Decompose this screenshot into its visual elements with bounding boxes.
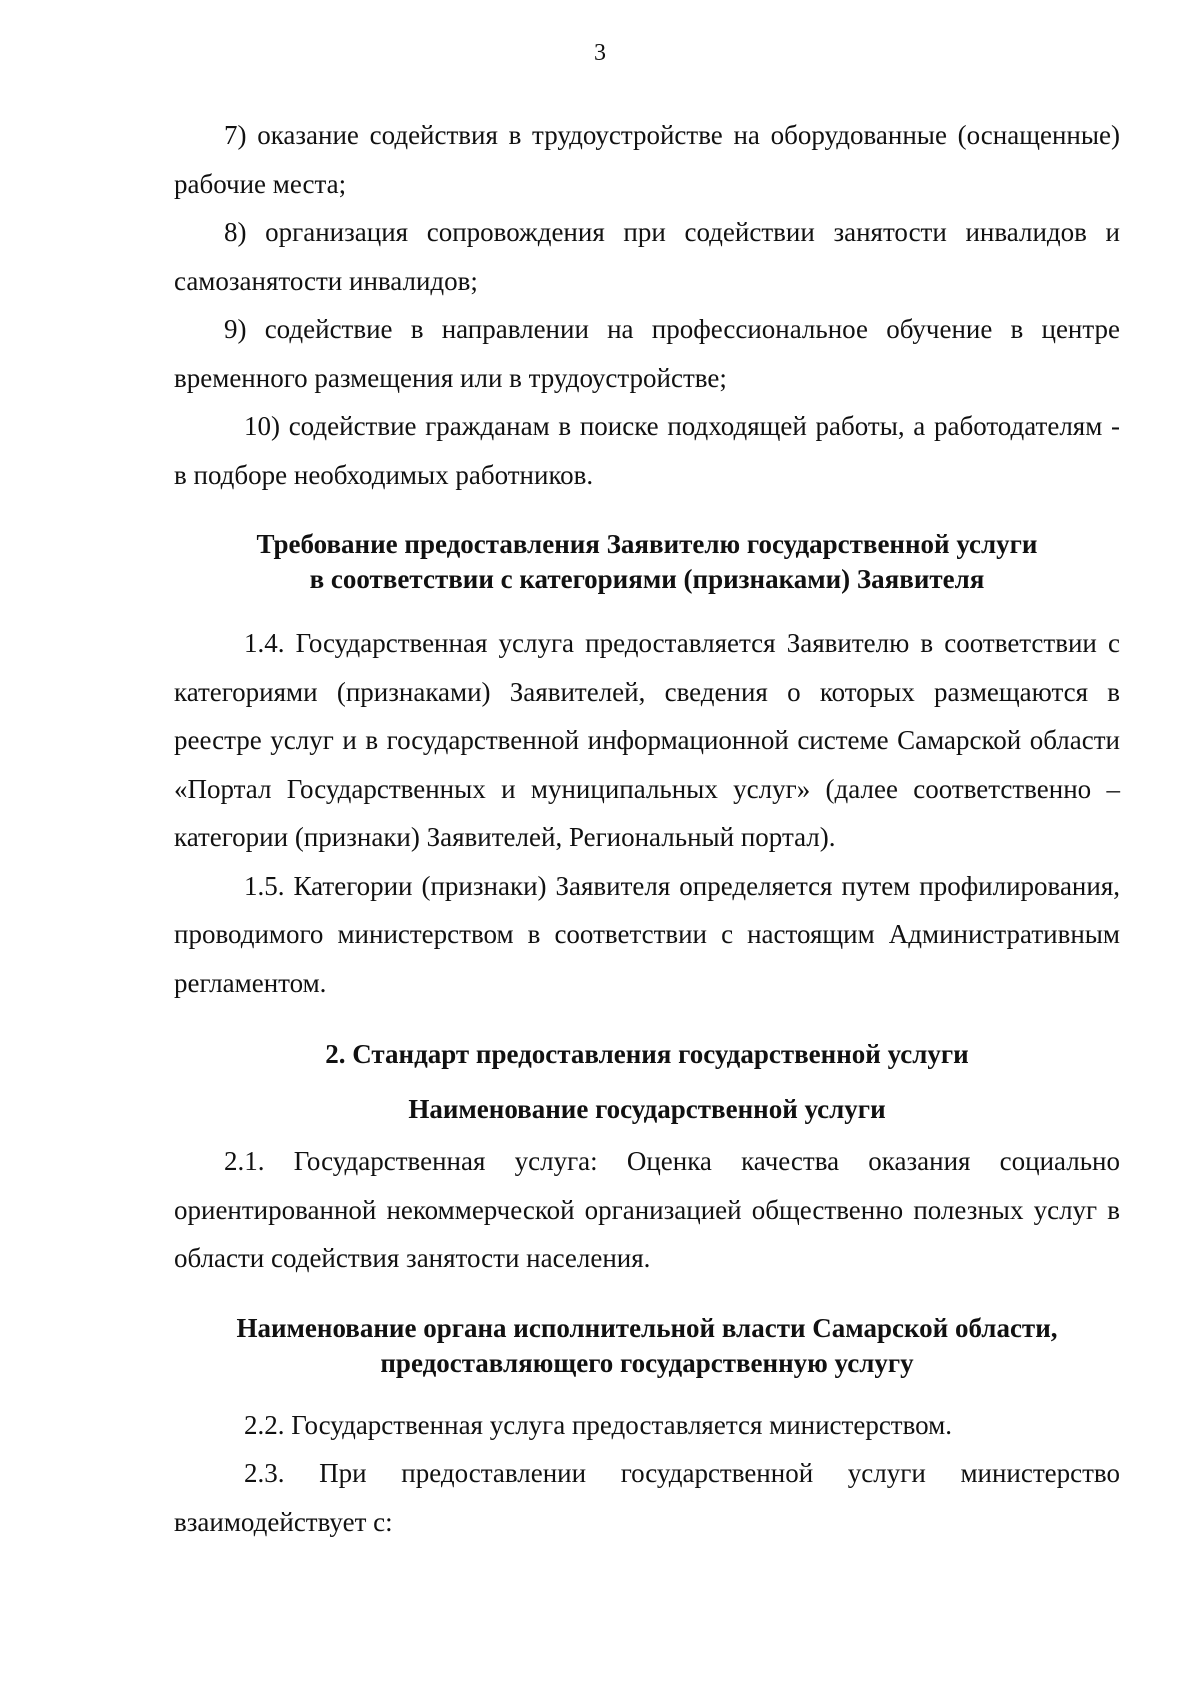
- list-item-9: 9) содействие в направлении на профессиональное обучение в центре временного размещения или в трудоустройстве;: [174, 314, 1120, 393]
- page-number: 3: [594, 40, 606, 66]
- list-item-10: 10) содействие гражданам в поиске подходящей работы, а работодателям - в подборе необходимых работников.: [174, 411, 1120, 490]
- heading-authority: [174, 1311, 1120, 1381]
- list-item-8: 8) организация сопровождения при содействии занятости инвалидов и самозанятости инвалидов;: [174, 217, 1120, 296]
- heading-authority-line1: Наименование органа исполнительной власти Самарской области,: [236, 1312, 1058, 1343]
- list-item-7: 7) оказание содействия в трудоустройстве на оборудованные (оснащенные) рабочие места;: [174, 120, 1120, 199]
- heading-requirement-line1: Требование предоставления Заявителю государственной услуги: [256, 529, 1038, 559]
- paragraph-2-1: 2.1. Государственная услуга: Оценка качества оказания социально ориентированной некоммерческой организацией общественно полезных услуг в области содействия занятости населения.: [174, 1146, 1120, 1273]
- paragraph-2-3: 2.3. При предоставлении государственной услуги министерство взаимодействует с:: [174, 1458, 1120, 1537]
- heading-authority-line2: предоставляющего государственную услугу: [380, 1347, 914, 1378]
- section-2-title: 2. Стандарт предоставления государственной услуги: [325, 1039, 969, 1069]
- heading-service-name: Наименование государственной услуги: [408, 1094, 886, 1124]
- paragraph-2-2: 2.2. Государственная услуга предоставляется министерством.: [244, 1409, 952, 1440]
- document-body: [174, 111, 1120, 1546]
- heading-requirement-line2: в соответствии с категориями (признаками) Заявителя: [309, 564, 985, 594]
- paragraph-1-5: 1.5. Категории (признаки) Заявителя определяется путем профилирования, проводимого министерством в соответствии с настоящим Административным регламентом.: [174, 870, 1120, 998]
- paragraph-1-4: 1.4. Государственная услуга предоставляется Заявителю в соответствии с категориями (признаками) Заявителей, сведения о которых размещаются в реестре услуг и в государственной информационной системе Самарской области «Портал Государственных и муниципальных услуг» (далее соответственно – категории (признаки) Заявителей, Региональный портал).: [174, 628, 1120, 852]
- heading-requirement: [174, 527, 1120, 597]
